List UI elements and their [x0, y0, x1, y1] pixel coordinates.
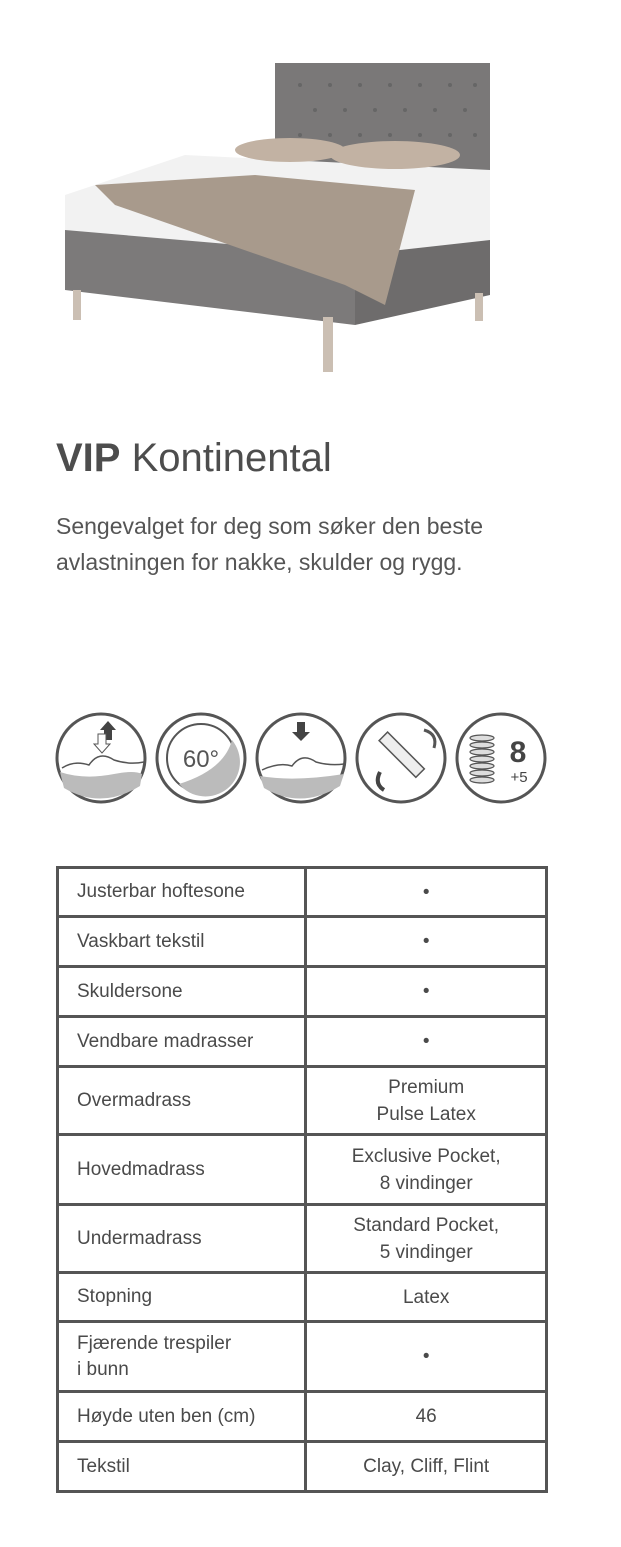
- spec-table: [56, 866, 548, 1493]
- spec-value: Exclusive Pocket, 8 vindinger: [306, 1135, 547, 1205]
- wash-60-icon: [157, 714, 245, 802]
- bed-image: [55, 55, 505, 375]
- spec-value: •: [306, 1322, 547, 1392]
- product-description: Sengevalget for deg som søker den beste avlastningen for nakke, skulder og rygg.: [56, 513, 484, 575]
- spec-row: [58, 1442, 547, 1492]
- wash-temp-label: 60°: [182, 746, 220, 773]
- spec-row: [58, 1322, 547, 1392]
- spec-label: Høyde uten ben (cm): [58, 1392, 306, 1442]
- spec-label: Stopning: [58, 1273, 306, 1322]
- spec-row: [58, 1017, 547, 1067]
- spec-label: Vendbare madrasser: [58, 1017, 306, 1067]
- spec-label: Undermadrass: [58, 1205, 306, 1273]
- spec-value: Latex: [306, 1273, 547, 1322]
- feature-icons: [54, 710, 554, 806]
- spec-label: Skuldersone: [58, 967, 306, 1017]
- spec-label: Tekstil: [58, 1442, 306, 1492]
- spec-value: •: [306, 917, 547, 967]
- spec-row: [58, 1273, 547, 1322]
- pressure-relief-icon: [257, 714, 345, 802]
- spec-value: Clay, Cliff, Flint: [306, 1442, 547, 1492]
- spec-row: [58, 1392, 547, 1442]
- spec-label: Fjærende trespiler i bunn: [58, 1322, 306, 1392]
- spec-row: [58, 868, 547, 917]
- spec-row: [58, 1135, 547, 1205]
- spec-value: Standard Pocket, 5 vindinger: [306, 1205, 547, 1273]
- spec-value: •: [306, 868, 547, 917]
- spec-row: [58, 917, 547, 967]
- springs-icon: [457, 714, 545, 802]
- spec-label: Vaskbart tekstil: [58, 917, 306, 967]
- spec-label: Justerbar hoftesone: [58, 868, 306, 917]
- spec-label: Hovedmadrass: [58, 1135, 306, 1205]
- title-brand: VIP: [56, 436, 121, 480]
- spec-label: Overmadrass: [58, 1067, 306, 1135]
- spec-value: 46: [306, 1392, 547, 1442]
- spec-row: [58, 1205, 547, 1273]
- product-title: [56, 436, 332, 481]
- adjustable-zone-icon: [57, 714, 145, 802]
- springs-main-label: 8: [509, 736, 527, 769]
- spec-value: •: [306, 1017, 547, 1067]
- spec-row: [58, 967, 547, 1017]
- spec-value: •: [306, 967, 547, 1017]
- springs-sub-label: +5: [510, 769, 528, 786]
- spec-row: [58, 1067, 547, 1135]
- spec-value: Premium Pulse Latex: [306, 1067, 547, 1135]
- title-model: Kontinental: [131, 436, 332, 480]
- reversible-mattress-icon: [357, 714, 445, 802]
